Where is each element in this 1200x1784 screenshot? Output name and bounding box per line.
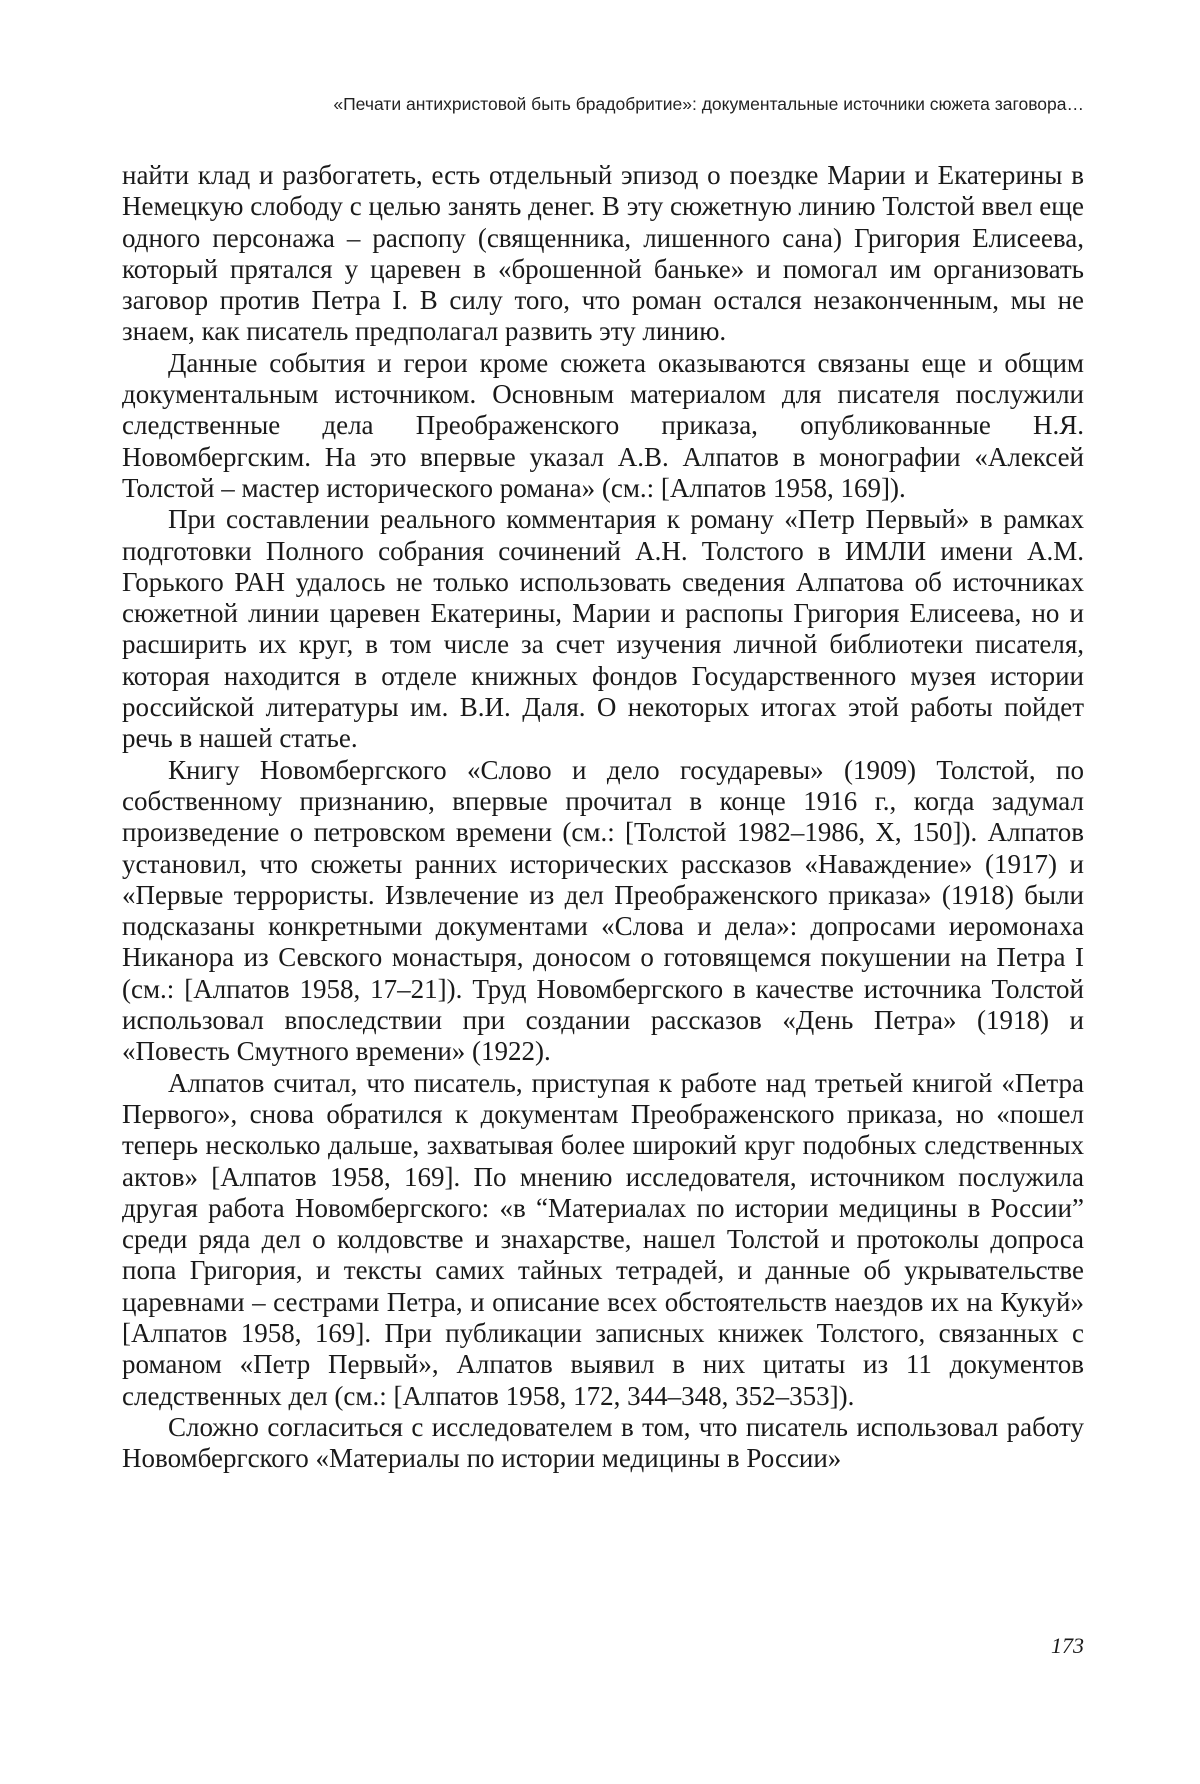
body-text <box>122 160 1084 1474</box>
paragraph-5: Алпатов считал, что писатель, приступая к работе над третьей книгой «Петра Первого», снова обратился к документам Преображенского приказа, но «пошел теперь несколько дальше, захватывая более широкий круг подобных следственных актов» [Алпатов 1958, 169]. По мнению исследователя, источником послужила другая работа Новомбергского: «в “Материалах по истории медицины в России” среди ряда дел о колдовстве и знахарстве, нашел Толстой и протоколы допроса попа Григория, и тексты самих тайных тетрадей, и данные об укрывательстве царевнами – сестрами Петра, и описание всех обстоятельств наездов их на Кукуй» [Алпатов 1958, 169]. При публикации записных книжек Толстого, связанных с романом «Петр Первый», Алпатов выявил в них цитаты из 11 документов следственных дел (см.: [Алпатов 1958, 172, 344–348, 352–353]). <box>122 1067 1084 1411</box>
paragraph-1: найти клад и разбогатеть, есть отдельный эпизод о поездке Марии и Екатерины в Немецкую слободу с целью занять денег. В эту сюжетную линию Толстой ввел еще одного персонажа – распопу (священника, лишенного сана) Григория Елисеева, который прятался у царевен в «брошенной баньке» и помогал им организовать заговор против Петра I. В силу того, что роман остался незаконченным, мы не знаем, как писатель предполагал развить эту линию. <box>122 160 1084 347</box>
running-head: «Печати антихристовой быть брадобритие»: документальные источники сюжета заговора… <box>333 94 1084 114</box>
paragraph-3: При составлении реального комментария к роману «Петр Первый» в рамках подготовки Полного собрания сочинений А.Н. Толстого в ИМЛИ имени А.М. Горького РАН удалось не только использовать сведения Алпатова об источниках сюжетной линии царевен Екатерины, Марии и распопы Григория Елисеева, но и расширить их круг, в том числе за счет изучения личной библиотеки писателя, которая находится в отделе книжных фондов Государственного музея истории российской литературы им. В.И. Даля. О некоторых итогах этой работы пойдет речь в нашей статье. <box>122 504 1084 754</box>
paragraph-6: Сложно согласиться с исследователем в том, что писатель использовал работу Новомбергского «Материалы по истории медицины в России» <box>122 1411 1084 1474</box>
paragraph-4: Книгу Новомбергского «Слово и дело государевы» (1909) Толстой, по собственному признанию, впервые прочитал в конце 1916 г., когда задумал произведение о петровском времени (см.: [Толстой 1982–1986, X, 150]). Алпатов установил, что сюжеты ранних исторических рассказов «Наваждение» (1917) и «Первые террористы. Извлечение из дел Преображенского приказа» (1918) были подсказаны конкретными документами «Слова и дела»: допросами иеромонаха Никанора из Севского монастыря, доносом о готовящемся покушении на Петра I (см.: [Алпатов 1958, 17–21]). Труд Новомбергского в качестве источника Толстой использовал впоследствии при создании рассказов «День Петра» (1918) и «Повесть Смутного времени» (1922). <box>122 754 1084 1067</box>
page-number: 173 <box>1051 1633 1084 1658</box>
paragraph-2: Данные события и герои кроме сюжета оказываются связаны еще и общим документальным источником. Основным материалом для писателя послужили следственные дела Преображенского приказа, опубликованные Н.Я. Новомбергским. На это впервые указал А.В. Алпатов в монографии «Алексей Толстой – мастер исторического романа» (см.: [Алпатов 1958, 169]). <box>122 347 1084 503</box>
